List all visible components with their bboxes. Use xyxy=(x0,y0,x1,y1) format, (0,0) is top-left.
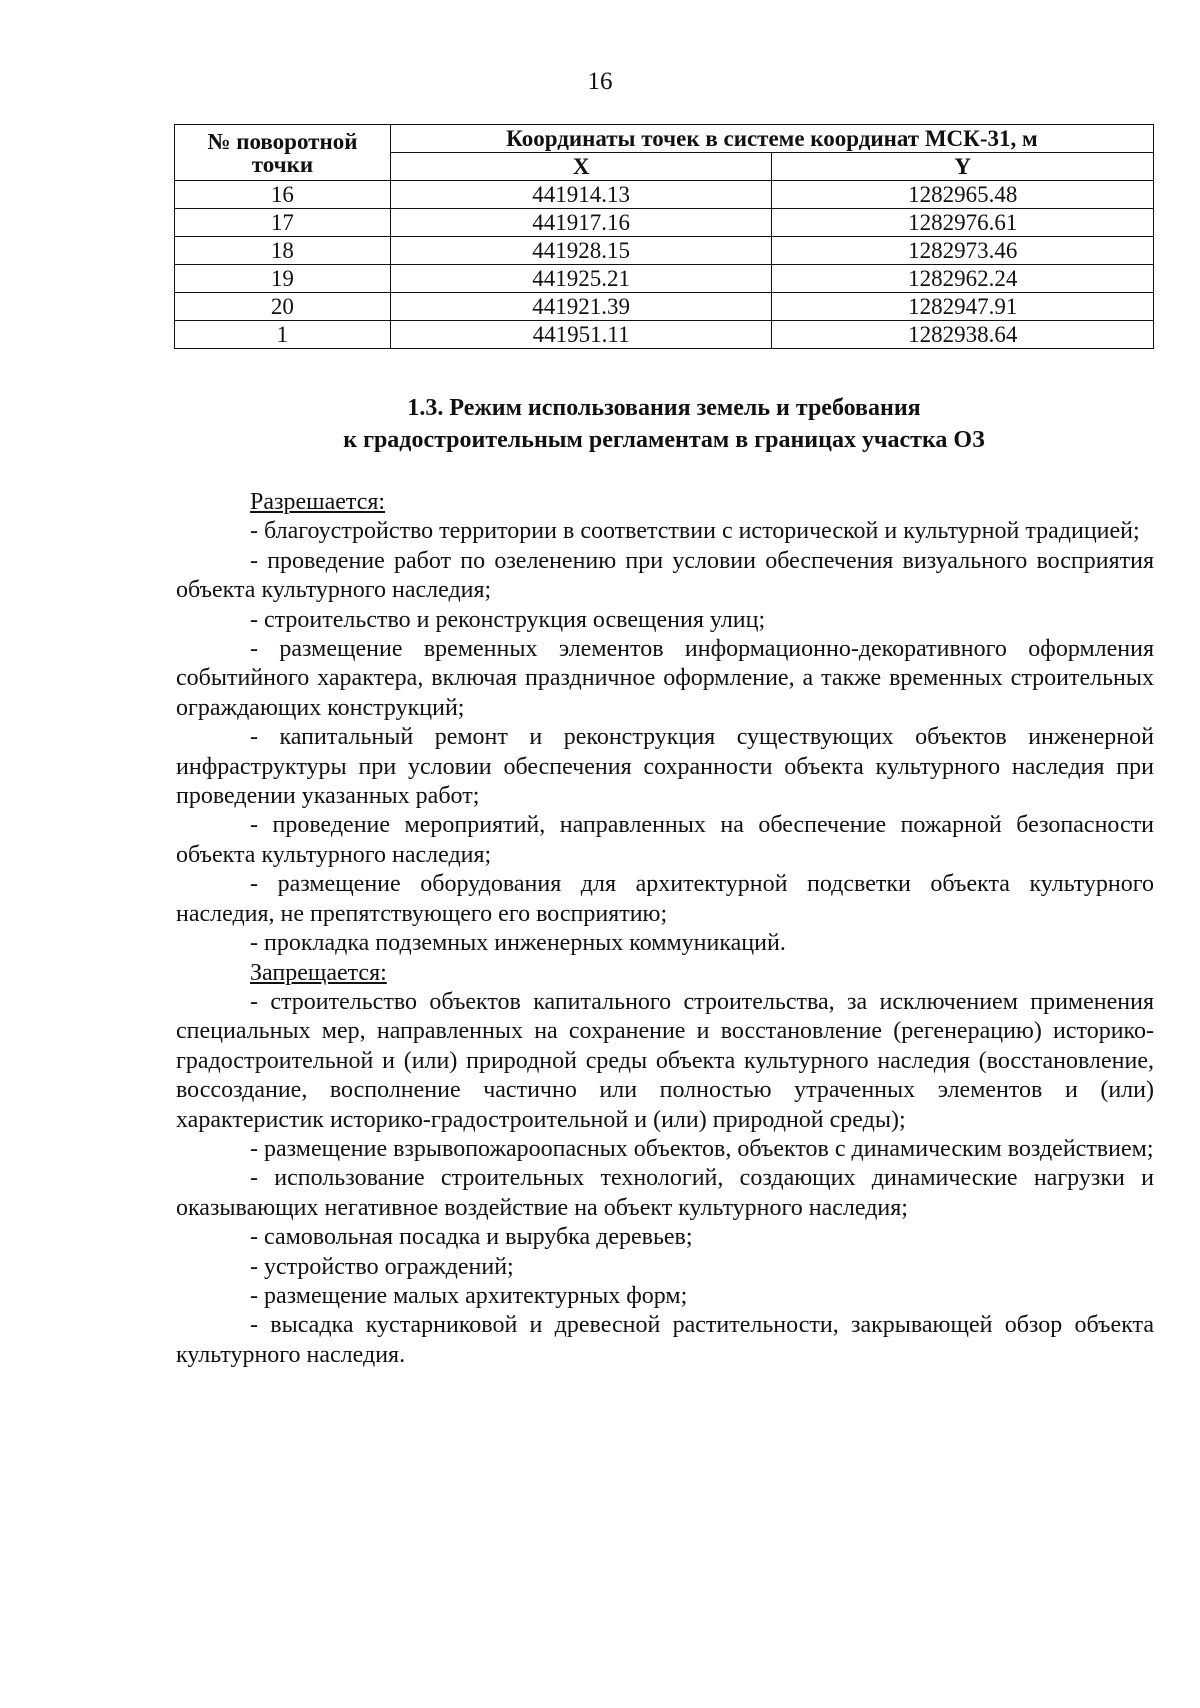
cell-point: 16 xyxy=(175,181,391,209)
forbidden-item: - устройство ограждений; xyxy=(250,1253,514,1280)
cell-x: 441928.15 xyxy=(390,237,772,265)
forbidden-item: - размещение взрывопожароопасных объектов, объектов с динамическим воздействием; xyxy=(250,1135,1154,1162)
section-title xyxy=(174,392,1154,456)
section-title-line-2: к градостроительным регламентам в границах участка ОЗ xyxy=(343,427,985,453)
cell-y: 1282965.48 xyxy=(772,181,1154,209)
table-row xyxy=(175,237,1154,265)
forbidden-item: - размещение малых архитектурных форм; xyxy=(250,1282,688,1309)
allowed-item: - проведение работ по озеленению при условии обеспечения визуального восприятия объекта культурного наследия; xyxy=(176,547,1154,604)
allowed-item: - строительство и реконструкция освещения улиц; xyxy=(250,606,766,633)
table-row xyxy=(175,265,1154,293)
allowed-item: - размещение оборудования для архитектурной подсветки объекта культурного наследия, не препятствующего его восприятию; xyxy=(176,871,1154,927)
forbidden-item: - высадка кустарниковой и древесной растительности, закрывающей обзор объекта культурного наследия. xyxy=(176,1312,1154,1368)
allowed-item: - благоустройство территории в соответствии с исторической и культурной традицией; xyxy=(250,518,1140,545)
cell-y: 1282947.91 xyxy=(772,293,1154,321)
cell-x: 441951.11 xyxy=(390,321,772,349)
table-row xyxy=(175,293,1154,321)
cell-point: 17 xyxy=(175,209,391,237)
cell-y: 1282938.64 xyxy=(772,321,1154,349)
allowed-item: - капитальный ремонт и реконструкция существующих объектов инженерной инфраструктуры при условии обеспечения сохранности объекта культурного наследия при проведении указанных работ; xyxy=(176,724,1154,810)
cell-x: 441921.39 xyxy=(390,293,772,321)
cell-point: 20 xyxy=(175,293,391,321)
allowed-item: - размещение временных элементов информационно-декоративного оформления событийного характера, включая праздничное оформление, а также временных строительных ограждающих конструкций; xyxy=(176,636,1154,721)
cell-y: 1282962.24 xyxy=(772,265,1154,293)
cell-point: 1 xyxy=(175,321,391,349)
header-x: X xyxy=(390,153,772,181)
forbidden-item: - самовольная посадка и вырубка деревьев; xyxy=(250,1224,693,1251)
allowed-heading: Разрешается: xyxy=(250,489,386,515)
cell-x: 441917.16 xyxy=(390,209,772,237)
table-row xyxy=(175,321,1154,349)
table-row xyxy=(175,181,1154,209)
header-point-number: № поворотной точки xyxy=(175,125,391,181)
forbidden-item: - строительство объектов капитального строительства, за исключением применения специальных мер, направленных на сохранение и восстановление (регенерацию) историко-градостроительной и (или) природной среды объекта культурного наследия (восстановление, воссоздание, восполнение частично или полностью утраченных элементов и (или) характеристик историко-градостроительной и (или) природной среды); xyxy=(176,988,1154,1133)
header-y: Y xyxy=(772,153,1154,181)
regulations-text xyxy=(176,488,1154,1370)
page-number: 16 xyxy=(587,68,613,95)
cell-point: 18 xyxy=(175,237,391,265)
allowed-item: - проведение мероприятий, направленных на обеспечение пожарной безопасности объекта культурного наследия; xyxy=(176,812,1154,868)
cell-y: 1282973.46 xyxy=(772,237,1154,265)
forbidden-heading: Запрещается: xyxy=(250,959,387,986)
coordinates-table xyxy=(174,124,1154,349)
table-row xyxy=(175,209,1154,237)
cell-point: 19 xyxy=(175,265,391,293)
forbidden-item: - использование строительных технологий, создающих динамические нагрузки и оказывающих негативное воздействие на объект культурного наследия; xyxy=(176,1165,1154,1221)
allowed-item: - прокладка подземных инженерных коммуникаций. xyxy=(250,930,786,957)
header-coordinates: Координаты точек в системе координат МСК-31, м xyxy=(390,125,1153,153)
section-title-line-1: 1.3. Режим использования земель и требования xyxy=(407,395,921,421)
cell-x: 441925.21 xyxy=(390,265,772,293)
cell-y: 1282976.61 xyxy=(772,209,1154,237)
cell-x: 441914.13 xyxy=(390,181,772,209)
